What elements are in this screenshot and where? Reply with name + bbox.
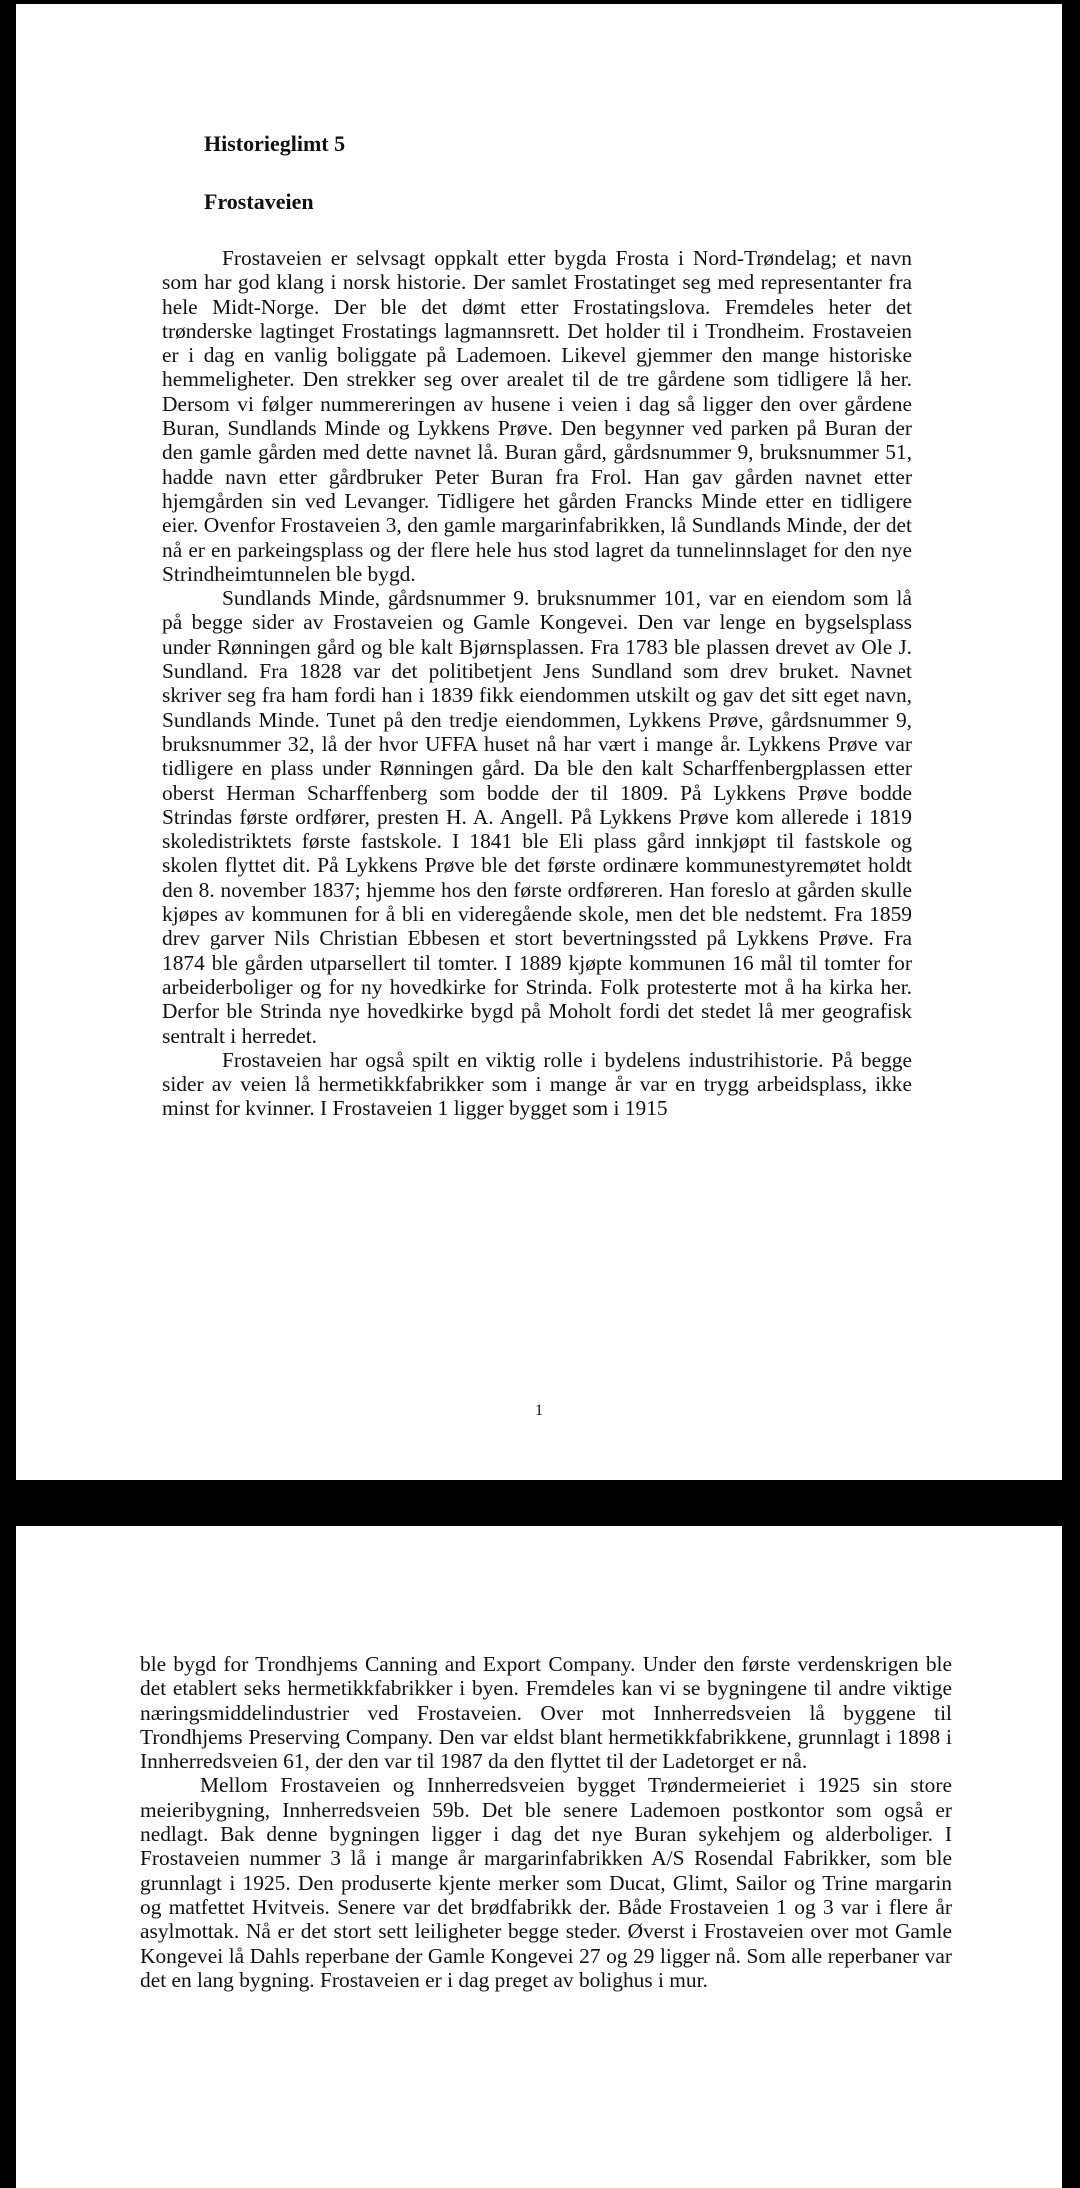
paragraph: Mellom Frostaveien og Innherredsveien bygget Trøndermeieriet i 1925 sin store meieribygning, Innherredsveien 59b. Det ble senere Lademoen postkontor som også er nedlagt. Bak denne bygningen ligger i dag det nye Buran sykehjem og alderboliger. I Frostaveien nummer 3 lå i mange år margarinfabrikken A/S Rosendal Fabrikker, som ble grunnlagt i 1925. Den produserte kjente merker som Ducat, Glimt, Sailor og Trine margarin og matfettet Hvitveis. Senere var det brødfabrikk der. Både Frostaveien 1 og 3 var i flere år asylmottak. Nå er det stort sett leiligheter begge steder. Øverst i Frostaveien over mot Gamle Kongevei lå Dahls reperbane der Gamle Kongevei 27 og 29 ligger nå. Som alle reperbaner var det en lang bygning. Frostaveien er i dag preget av bolighus i mur. [140, 1773, 952, 1992]
paragraph: Frostaveien er selvsagt oppkalt etter bygda Frosta i Nord-Trøndelag; et navn som har god klang i norsk historie. Der samlet Frostatinget seg med representanter fra hele Midt-Norge. Der ble det dømt etter Frostatingslova. Fremdeles heter det trønderske lagtinget Frostatings lagmannsrett. Det holder til i Trondheim. Frostaveien er i dag en vanlig boliggate på Lademoen. Likevel gjemmer den mange historiske hemmeligheter. Den strekker seg over arealet til de tre gårdene som tidligere lå her. Dersom vi følger nummereringen av husene i veien i dag så ligger den over gårdene Buran, Sundlands Minde og Lykkens Prøve. Den begynner ved parken på Buran der den gamle gården med dette navnet lå. Buran gård, gårdsnummer 9, bruksnummer 51, hadde navn etter gårdbruker Peter Buran fra Frol. Han gav gården navnet etter hjemgården sin ved Levanger. Tidligere het gården Francks Minde etter en tidligere eier. Ovenfor Frostaveien 3, den gamle margarinfabrikken, lå Sundlands Minde, der det nå er en parkeingsplass og der flere hele hus stod lagret da tunnelinnslaget for den nye Strindheimtunnelen ble bygd. [162, 246, 912, 586]
page-number: 1 [535, 1402, 543, 1419]
paragraph: ble bygd for Trondhjems Canning and Export Company. Under den første verdenskrigen ble det etablert seks hermetikkfabrikker i byen. Fremdeles kan vi se bygningene til andre viktige næringsmiddelindustrier ved Frostaveien. Over mot Innherredsveien lå byggene til Trondhjems Preserving Company. Den var eldst blant hermetikkfabrikkene, grunnlagt i 1898 i Innherredsveien 61, der den var til 1987 da den flyttet til der Ladetorget er nå. [140, 1652, 952, 1774]
document-page-1 [16, 4, 1062, 1480]
body-text [162, 246, 912, 1121]
section-heading: Frostaveien [204, 189, 314, 214]
document-title: Historieglimt 5 [204, 131, 346, 156]
paragraph: Frostaveien har også spilt en viktig rolle i bydelens industrihistorie. På begge sider av veien lå hermetikkfabrikker som i mange år var en trygg arbeidsplass, ikke minst for kvinner. I Frostaveien 1 ligger bygget som i 1915 [162, 1047, 912, 1121]
body-text [140, 1652, 952, 1992]
paragraph: Sundlands Minde, gårdsnummer 9. bruksnummer 101, var en eiendom som lå på begge sider av Frostaveien og Gamle Kongevei. Den var lenge en bygselsplass under Rønningen gård og ble kalt Bjørnsplassen. Fra 1783 ble plassen drevet av Ole J. Sundland. Fra 1828 var det politibetjent Jens Sundland som drev bruket. Navnet skriver seg fra ham fordi han i 1839 fikk eiendommen utskilt og gav det sitt eget navn, Sundlands Minde. Tunet på den tredje eiendommen, Lykkens Prøve, gårdsnummer 9, bruksnummer 32, lå der hvor UFFA huset nå har vært i mange år. Lykkens Prøve var tidligere en plass under Rønningen gård. Da ble den kalt Scharffenbergplassen etter oberst Herman Scharffenberg som bodde der til 1809. På Lykkens Prøve bodde Strindas første ordfører, presten H. A. Angell. På Lykkens Prøve kom allerede i 1819 skoledistriktets første fastskole. I 1841 ble Eli plass gård innkjøpt til fastskole og skolen flyttet dit. På Lykkens Prøve ble det første ordinære kommunestyremøtet holdt den 8. november 1837; hjemme hos den første ordføreren. Han foreslo at gården skulle kjøpes av kommunen for å bli en videregående skole, men det ble nedstemt. Fra 1859 drev garver Nils Christian Ebbesen et stort bevertningssted på Lykkens Prøve. Fra 1874 ble gården utparsellert til tomter. I 1889 kjøpte kommunen 16 mål til tomter for arbeiderboliger og for ny hovedkirke for Strinda. Folk protesterte mot å ha kirka her. Derfor ble Strinda nye hovedkirke bygd på Moholt fordi det stedet lå mer geografisk sentralt i herredet. [162, 586, 912, 1048]
document-page-2 [16, 1526, 1062, 2188]
